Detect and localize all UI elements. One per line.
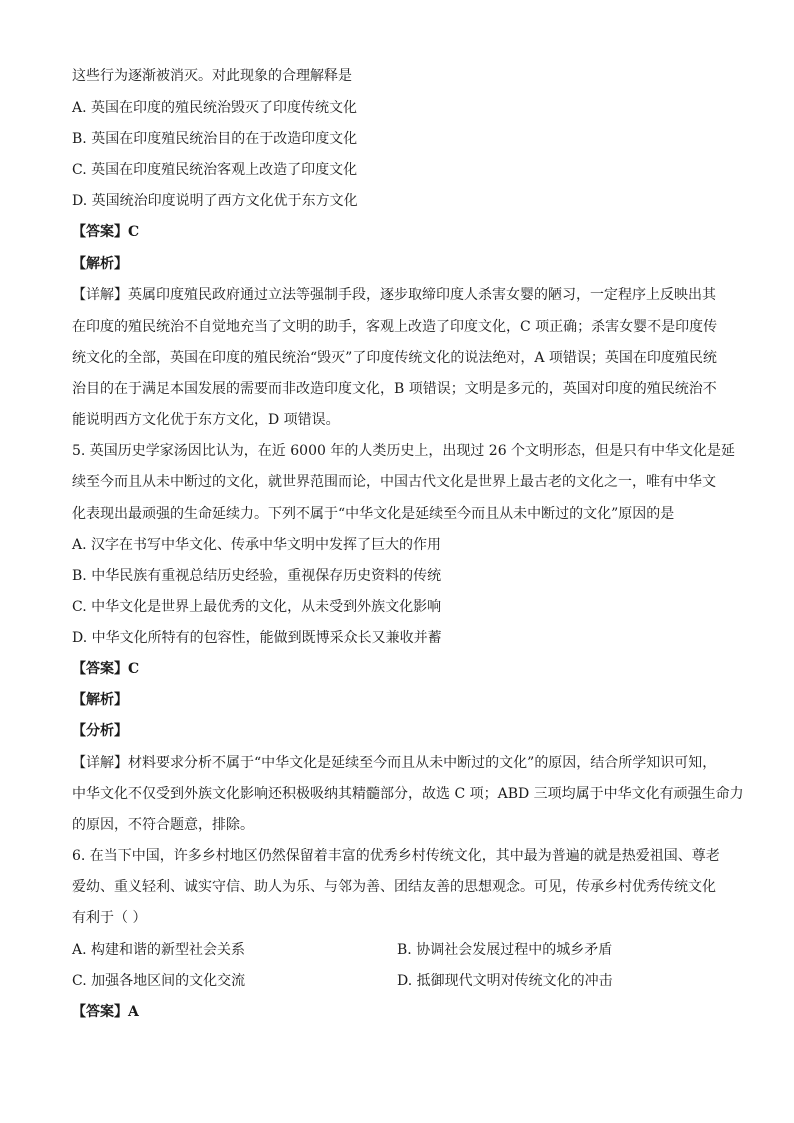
q4-detail-line: 在印度的殖民统治不自觉地充当了文明的助手，客观上改造了印度文化，C 项正确；杀害女婴不是印度传 bbox=[72, 319, 718, 335]
q6-answer: 【答案】A bbox=[72, 1004, 139, 1020]
q4-option-d: D. 英国统治印度说明了西方文化优于东方文化 bbox=[72, 193, 358, 209]
q6-stem-line: 爱幼、重义轻利、诚实守信、助人为乐、与邻为善、团结友善的思想观念。可见，传承乡村优秀传统文化 bbox=[72, 879, 716, 895]
q5-detail-line: 的原因，不符合题意，排除。 bbox=[72, 817, 254, 833]
q5-option-b: B. 中华民族有重视总结历史经验，重视保存历史资料的传统 bbox=[72, 568, 442, 584]
q4-option-c: C. 英国在印度殖民统治客观上改造了印度文化 bbox=[72, 162, 358, 178]
q6-option-a: A. 构建和谐的新型社会关系 bbox=[72, 942, 246, 958]
q5-stem-line: 5. 英国历史学家汤因比认为，在近 6000 年的人类历史上，出现过 26 个文明形态，但是只有中华文化是延 bbox=[72, 443, 736, 459]
q4-option-a: A. 英国在印度的殖民统治毁灭了印度传统文化 bbox=[72, 100, 358, 116]
q6-option-d: D. 抵御现代文明对传统文化的冲击 bbox=[397, 973, 613, 989]
q4-stem-end: 这些行为逐渐被消灭。对此现象的合理解释是 bbox=[72, 68, 352, 84]
q5-detail-line: 【详解】材料要求分析不属于“中华文化是延续至今而且从未中断过的文化”的原因，结合所学知识可知， bbox=[72, 755, 717, 771]
q5-option-c: C. 中华文化是世界上最优秀的文化，从未受到外族文化影响 bbox=[72, 599, 442, 615]
q5-stem-line: 化表现出最顽强的生命延续力。下列不属于“中华文化是延续至今而且从未中断过的文化”原因的是 bbox=[72, 506, 675, 522]
q4-option-b: B. 英国在印度殖民统治目的在于改造印度文化 bbox=[72, 131, 358, 147]
q5-option-a: A. 汉字在书写中华文化、传承中华文明中发挥了巨大的作用 bbox=[72, 537, 442, 553]
q5-option-d: D. 中华文化所特有的包容性，能做到既博采众长又兼收并蓄 bbox=[72, 630, 442, 646]
q5-stem-line: 续至今而且从未中断过的文化，就世界范围而论，中国古代文化是世界上最古老的文化之一，唯有中华文 bbox=[72, 474, 716, 490]
q5-analysis-tag: 【解析】 bbox=[72, 692, 128, 708]
q4-detail-line: 治目的在于满足本国发展的需要而非改造印度文化，B 项错误；文明是多元的，英国对印度的殖民统治不 bbox=[72, 381, 717, 397]
q4-detail-line: 能说明西方文化优于东方文化，D 项错误。 bbox=[72, 412, 340, 428]
q6-option-c: C. 加强各地区间的文化交流 bbox=[72, 973, 246, 989]
q4-analysis-tag: 【解析】 bbox=[72, 256, 128, 272]
q6-option-b: B. 协调社会发展过程中的城乡矛盾 bbox=[397, 942, 613, 958]
q5-detail-line: 中华文化不仅受到外族文化影响还积极吸纳其精髓部分，故选 C 项；ABD 三项均属于中华文化有顽强生命力 bbox=[72, 786, 744, 802]
q4-detail-line: 【详解】英属印度殖民政府通过立法等强制手段，逐步取缔印度人杀害女婴的陋习，一定程序上反映出其 bbox=[72, 287, 716, 303]
q4-answer: 【答案】C bbox=[72, 224, 140, 240]
q6-stem-line: 有利于（ ） bbox=[72, 910, 147, 926]
q6-stem-line: 6. 在当下中国，许多乡村地区仍然保留着丰富的优秀乡村传统文化，其中最为普遍的就是热爱祖国、尊老 bbox=[72, 848, 720, 864]
q4-detail-line: 统文化的全部，英国在印度的殖民统治“毁灭”了印度传统文化的说法绝对，A 项错误；英国在印度殖民统 bbox=[72, 350, 717, 366]
q5-fenxi-tag: 【分析】 bbox=[72, 723, 128, 739]
q5-answer: 【答案】C bbox=[72, 661, 140, 677]
